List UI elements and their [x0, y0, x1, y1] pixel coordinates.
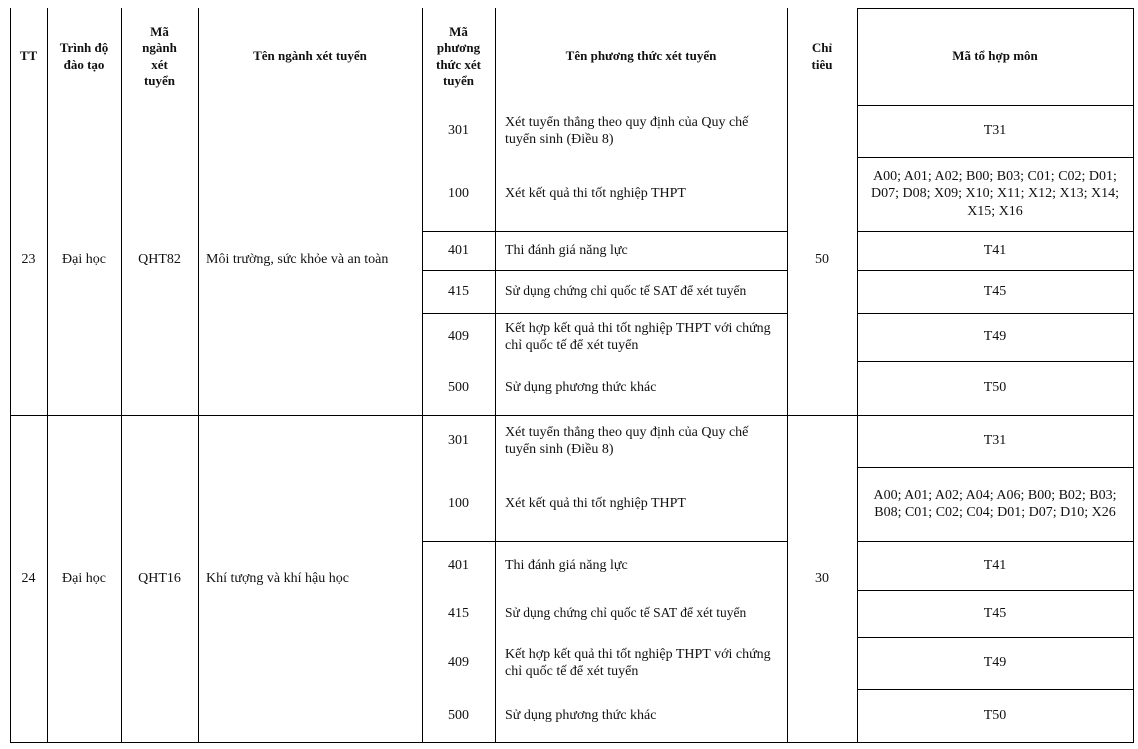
grid-line [857, 8, 858, 743]
grid-line [495, 8, 496, 743]
row-to-hop-mon: T50 [983, 707, 1007, 723]
header-ten-nganh: Tên ngành xét tuyển [253, 48, 367, 64]
header-tt: TT [19, 48, 38, 64]
row-ma-phuong-thuc: 301 [448, 123, 469, 139]
group-ma-nganh: QHT82 [138, 252, 181, 268]
grid-line [47, 8, 48, 743]
row-ten-phuong-thuc: Sử dụng chứng chỉ quốc tế SAT để xét tuyển [505, 283, 747, 299]
row-ma-phuong-thuc: 500 [448, 380, 469, 396]
row-to-hop-mon: A00; A01; A02; A04; A06; B00; B02; B03; B08; C01; C02; C04; D01; D07; D10; X26 [873, 487, 1117, 520]
group-ma-nganh: QHT16 [138, 570, 181, 586]
row-ten-phuong-thuc: Thi đánh giá năng lực [505, 557, 628, 573]
group-ten-nganh: Khí tượng và khí hậu học [206, 570, 349, 586]
grid-line [10, 8, 11, 743]
row-ma-phuong-thuc: 500 [448, 707, 469, 723]
row-to-hop-mon: T49 [983, 329, 1007, 345]
row-ten-phuong-thuc: Xét tuyển thẳng theo quy định của Quy chế tuyển sinh (Điều 8) [505, 424, 749, 457]
header-trinh-do: Trình độ đào tạo [59, 40, 109, 72]
row-ma-phuong-thuc: 415 [448, 605, 469, 621]
grid-line [422, 231, 787, 232]
group-ten-nganh: Môi trường, sức khỏe và an toàn [206, 252, 389, 268]
row-to-hop-mon: T50 [983, 380, 1007, 396]
header-ten-phuong-thuc: Tên phương thức xét tuyển [565, 48, 717, 64]
group-tt: 23 [21, 252, 36, 268]
grid-line [857, 157, 1134, 158]
grid-line [1133, 8, 1134, 743]
header-ma-nganh: Mã ngành xét tuyển [142, 24, 177, 88]
row-to-hop-mon: T49 [983, 655, 1007, 671]
row-ten-phuong-thuc: Xét kết quả thi tốt nghiệp THPT [505, 186, 686, 202]
row-ten-phuong-thuc: Kết hợp kết quả thi tốt nghiệp THPT với chứng chỉ quốc tế để xét tuyển [505, 646, 771, 679]
row-ten-phuong-thuc: Xét kết quả thi tốt nghiệp THPT [505, 496, 686, 512]
row-ma-phuong-thuc: 100 [448, 496, 469, 512]
grid-line [857, 361, 1134, 362]
grid-line [121, 8, 122, 743]
grid-line [857, 541, 1134, 542]
group-chi-tieu: 50 [815, 252, 829, 268]
row-to-hop-mon: A00; A01; A02; B00; B03; C01; C02; D01; D07; D08; X09; X10; X11; X12; X13; X14; X15; X16 [871, 168, 1119, 219]
grid-line [422, 270, 787, 271]
group-trinh-do: Đại học [62, 570, 106, 586]
grid-line [10, 742, 1134, 743]
row-ten-phuong-thuc: Sử dụng phương thức khác [505, 380, 657, 396]
grid-line [857, 689, 1134, 690]
grid-line [10, 415, 1134, 416]
row-to-hop-mon: T45 [983, 283, 1007, 299]
grid-line [857, 467, 1134, 468]
grid-line [787, 8, 788, 743]
row-ma-phuong-thuc: 401 [448, 242, 469, 258]
grid-line [422, 541, 787, 542]
row-to-hop-mon: T31 [983, 433, 1007, 449]
row-to-hop-mon: T45 [983, 605, 1007, 621]
header-to-hop-mon: Mã tổ hợp môn [952, 48, 1038, 64]
grid-line [857, 270, 1134, 271]
group-trinh-do: Đại học [62, 252, 106, 268]
grid-line [198, 8, 199, 743]
grid-line [857, 637, 1134, 638]
grid-line [857, 8, 1134, 9]
row-ten-phuong-thuc: Sử dụng chứng chỉ quốc tế SAT để xét tuyển [505, 605, 747, 621]
row-ma-phuong-thuc: 100 [448, 186, 469, 202]
row-to-hop-mon: T31 [983, 123, 1007, 139]
row-ma-phuong-thuc: 401 [448, 557, 469, 573]
grid-line [857, 590, 1134, 591]
grid-line [857, 231, 1134, 232]
row-ten-phuong-thuc: Xét tuyển thẳng theo quy định của Quy chế tuyển sinh (Điều 8) [505, 114, 749, 147]
row-ten-phuong-thuc: Kết hợp kết quả thi tốt nghiệp THPT với chứng chỉ quốc tế để xét tuyển [505, 320, 771, 353]
grid-line [422, 313, 787, 314]
grid-line [857, 105, 1134, 106]
row-ma-phuong-thuc: 409 [448, 329, 469, 345]
group-tt: 24 [21, 570, 36, 586]
header-chi-tieu: Chỉ tiêu [811, 40, 833, 72]
row-ma-phuong-thuc: 415 [448, 283, 469, 299]
row-ma-phuong-thuc: 301 [448, 433, 469, 449]
row-ten-phuong-thuc: Thi đánh giá năng lực [505, 242, 628, 258]
row-ten-phuong-thuc: Sử dụng phương thức khác [505, 707, 657, 723]
row-to-hop-mon: T41 [983, 557, 1007, 573]
header-ma-phuong-thuc: Mã phương thức xét tuyển [436, 24, 481, 88]
row-to-hop-mon: T41 [983, 242, 1007, 258]
grid-line [422, 8, 423, 743]
grid-line [857, 313, 1134, 314]
row-ma-phuong-thuc: 409 [448, 655, 469, 671]
group-chi-tieu: 30 [815, 570, 829, 586]
